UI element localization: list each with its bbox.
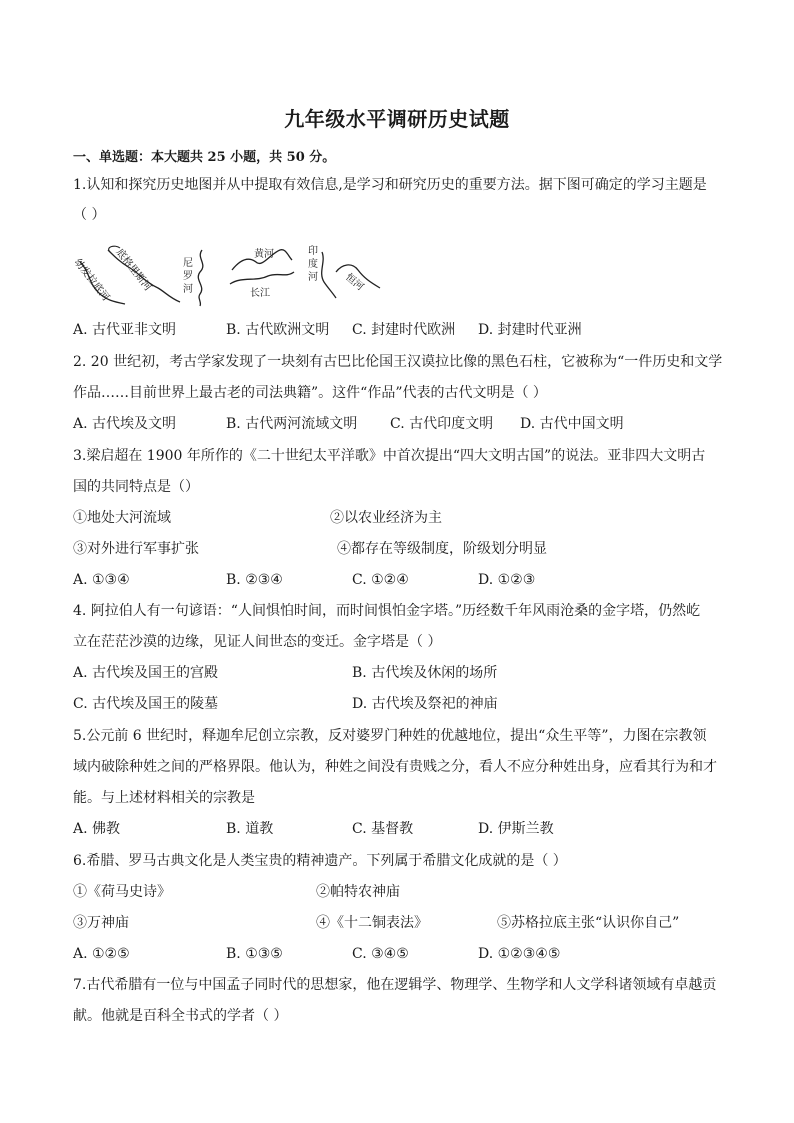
q2-option-a[interactable]: A. 古代埃及文明 bbox=[73, 416, 177, 432]
q7-text-line1: 7.古代希腊有一位与中国孟子同时代的思想家，他在逻辑学、物理学、生物学和人文学科诸领域有卓越贡 bbox=[73, 977, 717, 993]
map-label-indus-3: 河 bbox=[308, 272, 318, 283]
q3-text-line1: 3.梁启超在 1900 年所作的《二十世纪太平洋歌》中首次提出“四大文明古国”的说法。亚非四大文明古 bbox=[73, 448, 706, 464]
map-label-nile-2: 罗 bbox=[183, 271, 193, 282]
q3-item-4: ④都存在等级制度，阶级划分明显 bbox=[337, 541, 547, 557]
q6-item-2: ②帕特农神庙 bbox=[316, 884, 400, 900]
q1-option-b[interactable]: B. 古代欧洲文明 bbox=[226, 322, 330, 338]
q3-item-3: ③对外进行军事扩张 bbox=[73, 541, 199, 557]
q6-item-1: ①《荷马史诗》 bbox=[73, 884, 171, 900]
q3-option-c[interactable]: C. ①②④ bbox=[352, 572, 409, 588]
q1-option-a[interactable]: A. 古代亚非文明 bbox=[73, 322, 177, 338]
q4-option-d[interactable]: D. 古代埃及祭祀的神庙 bbox=[352, 696, 498, 712]
q5-text-line3: 能。与上述材料相关的宗教是 bbox=[73, 790, 255, 806]
q5-option-c[interactable]: C. 基督教 bbox=[352, 821, 414, 837]
q6-text-line1: 6.希腊、罗马古典文化是人类宝贵的精神遗产。下列属于希腊文化成就的是（ ） bbox=[73, 853, 567, 869]
q6-item-4: ④《十二铜表法》 bbox=[316, 915, 428, 931]
section-heading: 一、单选题：本大题共 25 小题，共 50 分。 bbox=[73, 150, 336, 165]
q5-option-b[interactable]: B. 道教 bbox=[226, 821, 274, 837]
q5-option-d[interactable]: D. 伊斯兰教 bbox=[478, 821, 554, 837]
q2-text-line2: 作品……目前世界上最古老的司法典籍”。这件“作品”代表的古代文明是（ ） bbox=[73, 385, 547, 401]
map-label-yangtze: 长江 bbox=[250, 288, 270, 299]
q4-option-b[interactable]: B. 古代埃及休闲的场所 bbox=[352, 665, 498, 681]
q3-text-line2: 国的共同特点是（） bbox=[73, 479, 199, 495]
indus-river-line bbox=[322, 252, 336, 298]
q5-text-line2: 域内破除种姓之间的严格界限。他认为，种姓之间没有贵贱之分，看人不应分种姓出身，应看其行为和才 bbox=[73, 759, 717, 775]
q6-item-3: ③万神庙 bbox=[73, 915, 129, 931]
q2-option-b[interactable]: B. 古代两河流域文明 bbox=[226, 416, 358, 432]
q1-option-d[interactable]: D. 封建时代亚洲 bbox=[478, 322, 582, 338]
q6-option-c[interactable]: C. ③④⑤ bbox=[352, 946, 409, 962]
q4-option-a[interactable]: A. 古代埃及国王的宫殿 bbox=[73, 665, 219, 681]
q6-option-b[interactable]: B. ①③⑤ bbox=[226, 946, 283, 962]
map-label-indus-1: 印 bbox=[308, 246, 318, 257]
q2-option-c[interactable]: C. 古代印度文明 bbox=[390, 416, 494, 432]
map-label-nile-1: 尼 bbox=[183, 258, 193, 269]
map-label-ganges: 恒河 bbox=[343, 271, 366, 294]
map-label-indus-2: 度 bbox=[308, 259, 318, 270]
yangtze-river-line bbox=[230, 272, 294, 284]
q1-text-line1: 1.认知和探究历史地图并从中提取有效信息,是学习和研究历史的重要方法。据下图可确定的学习主题是 bbox=[73, 177, 707, 193]
map-label-nile-3: 河 bbox=[183, 284, 193, 295]
q2-option-d[interactable]: D. 古代中国文明 bbox=[520, 416, 624, 432]
q7-text-line2: 献。他就是百科全书式的学者（ ） bbox=[73, 1008, 288, 1024]
q3-option-b[interactable]: B. ②③④ bbox=[226, 572, 283, 588]
page-title: 九年级水平调研历史试题 bbox=[284, 107, 510, 131]
q6-option-a[interactable]: A. ①②⑤ bbox=[73, 946, 130, 962]
map-label-tigris: 底格里斯河 bbox=[113, 247, 154, 294]
q3-option-a[interactable]: A. ①③④ bbox=[73, 572, 130, 588]
q6-item-5: ⑤苏格拉底主张“认识你自己” bbox=[497, 915, 680, 931]
q5-option-a[interactable]: A. 佛教 bbox=[73, 821, 121, 837]
q3-item-1: ①地处大河流域 bbox=[73, 510, 171, 526]
map-label-euphrates: 幼发拉底河 bbox=[71, 257, 112, 304]
q4-text-line1: 4. 阿拉伯人有一句谚语：“人间惧怕时间，而时间惧怕金字塔。”历经数千年风雨沧桑的金字塔，仍然屹 bbox=[73, 603, 701, 619]
rivers-map-figure bbox=[70, 242, 390, 308]
rivers-map-svg bbox=[70, 242, 390, 308]
q6-option-d[interactable]: D. ①②③④⑤ bbox=[478, 946, 561, 962]
q4-option-c[interactable]: C. 古代埃及国王的陵墓 bbox=[73, 696, 219, 712]
q5-text-line1: 5.公元前 6 世纪时，释迦牟尼创立宗教，反对婆罗门种姓的优越地位，提出“众生平等”，力图在宗教领 bbox=[73, 728, 707, 744]
q3-item-2: ②以农业经济为主 bbox=[330, 510, 442, 526]
q1-option-c[interactable]: C. 封建时代欧洲 bbox=[352, 322, 456, 338]
q2-text-line1: 2. 20 世纪初，考古学家发现了一块刻有古巴比伦国王汉谟拉比像的黑色石柱，它被称为“一件历史和文学 bbox=[73, 354, 723, 370]
q4-text-line2: 立在茫茫沙漠的边缘，见证人间世态的变迁。金字塔是（ ） bbox=[73, 634, 442, 650]
q1-text-line2: （ ） bbox=[73, 207, 106, 223]
map-label-yellow-river: 黄河 bbox=[254, 249, 274, 260]
nile-river-line bbox=[198, 250, 203, 306]
q3-option-d[interactable]: D. ①②③ bbox=[478, 572, 536, 588]
